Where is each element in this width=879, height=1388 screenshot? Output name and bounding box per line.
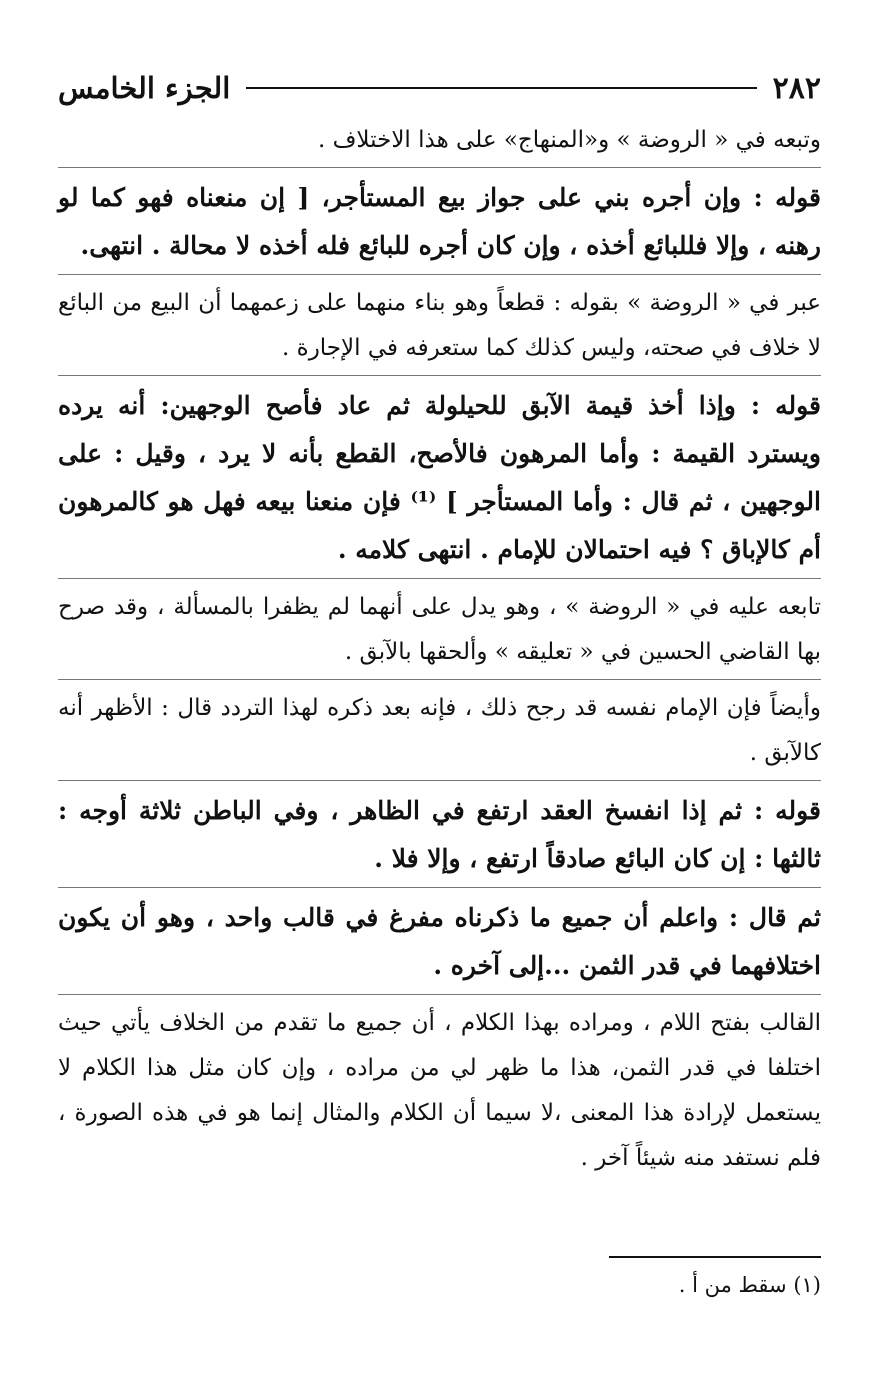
paragraph-divider: [58, 375, 821, 376]
page-header: [58, 66, 821, 110]
page-number: ٢٨٢: [772, 70, 821, 106]
paragraph-commentary: وأيضاً فإن الإمام نفسه قد رجح ذلك ، فإنه بعد ذكره لهذا التردد قال : الأظهر أنه كالآبق .: [58, 695, 821, 766]
paragraph-divider: [58, 274, 821, 275]
paragraph-commentary: تابعه عليه في « الروضة » ، وهو يدل على أنهما لم يظفرا بالمسألة ، وقد صرح بها القاضي الحسين في « تعليقه » وألحقها بالآبق .: [58, 594, 821, 665]
paragraph-divider: [58, 679, 821, 680]
paragraph-commentary: عبر في « الروضة » بقوله : قطعاً وهو بناء منهما على زعمهما أن البيع من البائع لا خلاف في صحته، وليس كذلك كما ستعرفه في الإجارة .: [58, 290, 821, 361]
running-title: الجزء الخامس: [58, 71, 231, 105]
header-rule: [246, 87, 756, 89]
paragraph-divider: [58, 887, 821, 888]
paragraph-divider: [58, 578, 821, 579]
footnote-rule: [609, 1256, 821, 1258]
paragraph-divider: [58, 167, 821, 168]
paragraph-commentary: القالب بفتح اللام ، ومراده بهذا الكلام ، أن جميع ما تقدم من الخلاف يأتي حيث اختلفا في قدر الثمن، هذا ما ظهر لي من مراده ، وإن كان مثل هذا الكلام لا يستعمل لإرادة هذا المعنى ،لا سيما أن الكلام والمثال إنما هو في هذه الصورة ، فلم نستفد منه شيئاً آخر .: [58, 1010, 821, 1171]
footnote: (١) سقط من أ .: [678, 1273, 821, 1297]
paragraph-quotation: قوله : وإن أجره بني على جواز بيع المستأجر، [ إن منعناه فهو كما لو رهنه ، وإلا فللبائع أخذه ، وإن كان أجره للبائع فله أخذه لا محالة . انتهى.: [58, 183, 821, 260]
paragraph-commentary: وتبعه في « الروضة » و«المنهاج» على هذا الاختلاف .: [317, 127, 821, 153]
paragraph-divider: [58, 994, 821, 995]
page-body: [58, 118, 821, 1181]
paragraph-divider: [58, 780, 821, 781]
paragraph-quotation: قوله : وإذا أخذ قيمة الآبق للحيلولة ثم عاد فأصح الوجهين: أنه يرده ويسترد القيمة : وأما المرهون فالأصح، القطع بأنه لا يرد ، وقيل : على الوجهين ، ثم قال : وأما المستأجر ] ⁽¹⁾ فإن منعنا بيعه فهل هو كالمرهون أم كالإباق ؟ فيه احتمالان للإمام . انتهى كلامه .: [58, 391, 821, 564]
paragraph-quotation: ثم قال : واعلم أن جميع ما ذكرناه مفرغ في قالب واحد ، وهو أن يكون اختلافهما في قدر الثمن ...إلى آخره .: [58, 903, 821, 980]
paragraph-quotation: قوله : ثم إذا انفسخ العقد ارتفع في الظاهر ، وفي الباطن ثلاثة أوجه : ثالثها : إن كان البائع صادقاً ارتفع ، وإلا فلا .: [58, 796, 821, 873]
